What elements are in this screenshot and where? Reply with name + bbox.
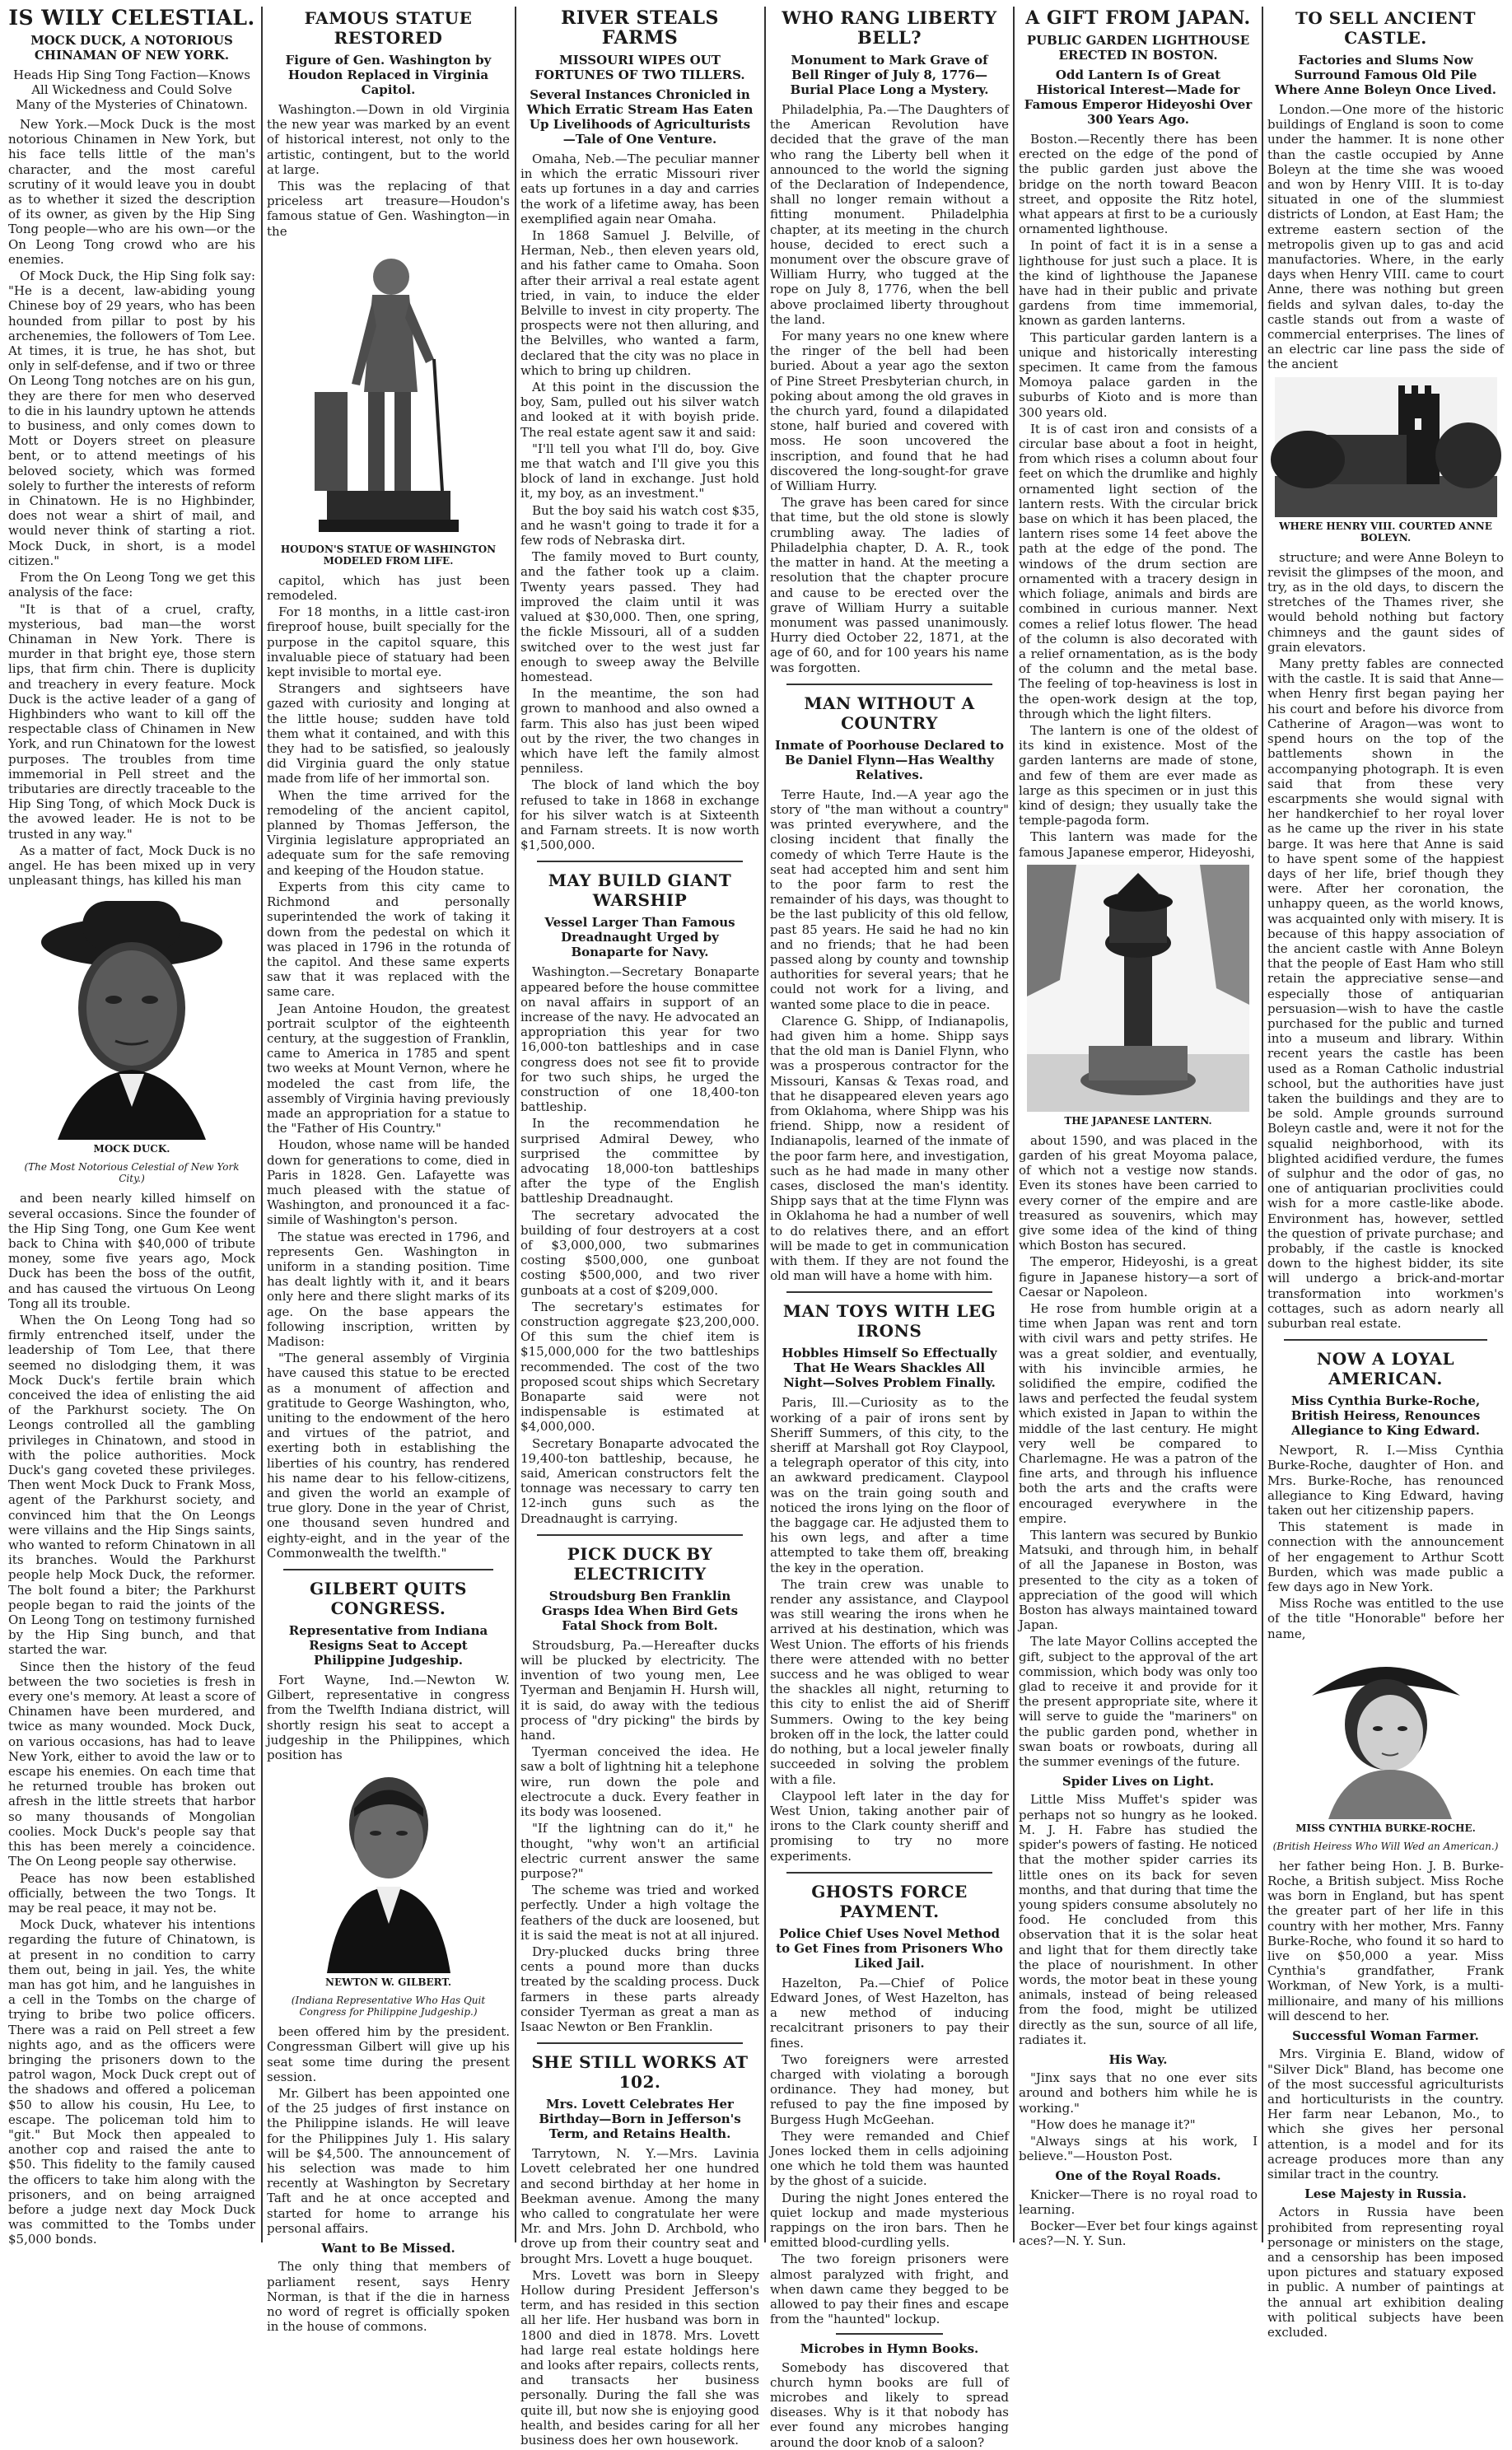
paragraph: "Jinx says that no one ever sits around and bothers him while he is working."	[1019, 2070, 1258, 2116]
paragraph: Clarence G. Shipp, of Indianapolis, had given him a home. Shipp says that the old man is Daniel Flynn, who was a prosperous contractor for the Missouri, Kansas & Texas road, and that he disappeared eleven years ago from Oklahoma, where Shipp was his friend. Shipp, now a resident of Indianapolis, learned of the inmate of the poor farm here, and investigation, such as he had made in many other cases, disclosed the man's identity. Shipp says that at the time Flynn was in Oklahoma he had a number of well to do relatives there, and an effort will be made to get in communication with them. If they are not found the old man will have a home with him.	[770, 1013, 1009, 1284]
paragraph: Little Miss Muffet's spider was perhaps not so hungry as he looked. M. J. H. Fabre has studied the spider's powers of fasting. He noticed that the mother spider carries its little ones on its back for seven months, and that during that time the young spiders consume absolutely no food. He concluded from this observation that it is the solar heat and light that for them directly take the place of nourishment. In other words, the motor beat in these young animals, instead of being released from the food, might be utilized directly as the sun, source of all life, radiates it.	[1019, 1792, 1258, 2047]
paragraph: It is of cast iron and consists of a circular base about a foot in height, from which rises a column about four feet on which the drumlike and highly ornamented light section of the lantern rests. With the circular brick base on which it has been placed, the lantern rises some 14 feet above the path at the edge of the pond. The windows of the drum section are ornamented with a tracery design in which foliage, animals and birds are combined in curious manner. Next comes a relief lotus flower. The head of the column is also decorated with a relief ornamentation, as is the body of the column and the metal base. The feeling of top-heaviness is lost in the open-work design at the top, through which the light filters.	[1019, 421, 1258, 721]
paragraph: Paris, Ill.—Curiosity as to the working of a pair of irons sent by Sheriff Summers, of this city, to the sheriff at Marshall got Roy Claypool, a telegraph operator of this city, into an awkward predicament. Claypool was on the train going south and noticed the irons lying on the floor of the baggage car. He adjusted them to his own legs, and after a time attempted to take them off, breaking the key in the operation.	[770, 1395, 1009, 1575]
paragraph: Boston.—Recently there has been erected on the edge of the pond of the public garden just above the bridge on the north toward Beacon street, and opposite the Ritz hotel, what appears at first to be a curiously ornamented lighthouse.	[1019, 132, 1258, 237]
paragraph: Terre Haute, Ind.—A year ago the story of "the man without a country" was printed everywhere, and the closing incident that finally the comedy of which Terre Haute is the seat had accepted him and sent him to the poor farm to rest the remainder of his days, was thought to be the last publicity of this old fellow, past 85 years. He said he had no kin and no friends; that he had been passed along by county and township authorities for several years; that he could not work for a living, and wanted some place to die in peace.	[770, 786, 1009, 1012]
paragraph: Dry-plucked ducks bring three cents a pound more than ducks treated by the scalding process. Duck farmers in these parts already consider Tyerman as great a man as Isaac Newton or Ben Franklin.	[520, 1944, 759, 2034]
deck: Mrs. Lovett Celebrates Her Birthday—Born in Jefferson's Term, and Retains Health.	[539, 2097, 741, 2142]
paragraph: When the time arrived for the remodeling of the ancient capitol, planned by Thomas Jefferson, the Virginia legislature appropriated an adequate sum for the safe removing and keeping of the Houdon statue.	[267, 787, 510, 878]
paragraph: "If the lightning can do it," he thought, "why won't an artificial electric current answer the same purpose?"	[520, 1821, 759, 1881]
paragraph: This statement is made in connection with the announcement of her engagement to Arthur Scott Burden, which was made public a few days ago in New York.	[1267, 1519, 1504, 1595]
paragraph: The scheme was tried and worked perfectly. Under a high voltage the feathers of the duck are loosened, but it is said the meat is not at all injured.	[520, 1883, 759, 1943]
headline: FAMOUS STATUE RESTORED	[304, 8, 473, 48]
paragraph: Somebody has discovered that church hymn books are full of microbes and likely to spread diseases. Why is it that nobody has ever found any microbes hanging around the door knob of a saloon?	[770, 2359, 1009, 2450]
paragraph: In the meantime, the son had grown to manhood and also owned a farm. This also has just been wiped out by the river, the two changes in which have left the family almost penniless.	[520, 686, 759, 777]
deck: Heads Hip Sing Tong Faction—Knows All Wickedness and Could Solve Many of the Mysteries of Chinatown.	[13, 68, 250, 112]
paragraph: From the On Leong Tong we get this analysis of the face:	[8, 570, 255, 600]
section-subhead: His Way.	[1108, 2051, 1168, 2067]
section-divider	[283, 1569, 493, 1570]
subhead: PUBLIC GARDEN LIGHTHOUSE ERECTED IN BOSTON.	[1026, 33, 1250, 63]
deck: Vessel Larger Than Famous Dreadnaught Urged by Bonaparte for Navy.	[544, 915, 735, 960]
headline: GHOSTS FORCE PAYMENT.	[811, 1881, 968, 1921]
paragraph: Actors in Russia have been prohibited from representing royal personage or ministers on the stage, and a censorship has been imposed upon pictures and statuary exposed in public. A number of paintings at the annual art exhibition dealing with political subjects have been excluded.	[1267, 2205, 1504, 2340]
portrait-image	[33, 893, 231, 1140]
paragraph: Hazelton, Pa.—Chief of Police Edward Jones, of West Hazelton, has a new method of inducing recalcitrant prisoners to pay their fines.	[770, 1975, 1009, 2051]
paragraph: Newport, R. I.—Miss Cynthia Burke-Roche, daughter of Hon. and Mrs. Burke-Roche, has renounced allegiance to King Edward, having taken out her citizenship papers.	[1267, 1443, 1504, 1519]
deck: Representative from Indiana Resigns Seat to Accept Philippine Judgeship.	[288, 1623, 488, 1668]
paragraph: The secretary's estimates for construction aggregate $23,200,000. Of this sum the chief item is $15,000,000 for the two battleships recommended. The cost of the two proposed scout ships which Secretary Bonaparte said were not indispensable is estimated at $4,000,000.	[520, 1299, 759, 1435]
paragraph: New York.—Mock Duck is the most notorious Chinamen in New York, but his face tells little of the man's character, and the most careful scrutiny of it would leave you in doubt as to whether it sized the description of its owner, as given by the Hip Sing Tong people—who are his own—or the On Leong Tong crowd who are his enemies.	[8, 117, 255, 267]
column-1	[8, 6, 255, 2247]
paragraph: and been nearly killed himself on several occasions. Since the founder of the Hip Sing Tong, one Gum Kee went back to China with $40,000 of tribute money, some five years ago, Mock Duck has been the boss of the outfit, and has caused the virtuous On Leong Tong all its trouble.	[8, 1191, 255, 1311]
paragraph: structure; and were Anne Boleyn to revisit the glimpses of the moon, and try, as in the old days, to discern the stretches of the Thames river, she would behold nothing but factory chimneys and the gaunt sides of grain elevators.	[1267, 549, 1504, 655]
headline: SHE STILL WORKS AT 102.	[531, 2052, 749, 2093]
section-subhead: Want to Be Missed.	[321, 2241, 455, 2256]
paragraph: Since then the history of the feud between the two societies is fresh in every one's memory. At least a score of Chinamen have been murdered, and twice as many wounded. Mock Duck, on various occasions, has had to leave New York, either to avoid the law or to escape his enemies. On each time that he returned trouble has broken out afresh in the little streets that harbor so many thousands of Mongolian coolies. Mock Duck's people say that this has been merely a coincidence. The On Leong people say otherwise.	[8, 1659, 255, 1869]
paragraph: The statue was erected in 1796, and represents Gen. Washington in uniform in a standing position. Time has dealt lightly with it, and it bears only here and there slight marks of its age. On the base appears the following inscription, written by Madison:	[267, 1229, 510, 1349]
paragraph: The two foreign prisoners were almost paralyzed with fright, and when dawn came they begged to be allowed to pay their fines and escape from the "haunted" lockup.	[770, 2252, 1009, 2327]
paragraph: Philadelphia, Pa.—The Daughters of the American Revolution have decided that the grave of the man who rang the Liberty bell when it announced to the world the signing of the Declaration of Independence, shall no longer remain without a fitting monument. Philadelphia chapter, at its meeting in the church house, decided to erect such a monument over the obscure grave of William Hurry, who tugged at the rope on July 8, 1776, when the bell above proclaimed liberty throughout the land.	[770, 102, 1009, 327]
image-subcaption: (Indiana Representative Who Has Quit Congress for Philippine Judgeship.)	[291, 1995, 486, 2018]
paragraph: The block of land which the boy refused to take in 1868 in exchange for his silver watch is at Sixteenth and Farnam streets. It is now worth $1,500,000.	[520, 777, 759, 853]
paragraph: When the On Leong Tong had so firmly entrenched itself, under the leadership of Tom Lee, that there seemed no dislodging them, it was Mock Duck's fertile brain which conceived the idea of enlisting the aid of the Parkhurst society. The On Leongs controlled all the gambling privileges in Chinatown, and stood in with the police authorities. Mock Duck's gang coveted these privileges. Then went Mock Duck to Frank Moss, agent of the Parkhurst society, and convinced him that the On Leongs were villains and the Hip Sings saints, who wanted to reform Chinatown in all its branches. Would the Parkhurst people help Mock Duck, the reformer. The bolt found a biter; the Parkhurst people began to raid the joints of the On Leong Tong on testimony furnished by the Hip Sing bunch, and that started the war.	[8, 1312, 255, 1658]
paragraph: "It is that of a cruel, crafty, mysterious, bad man—the worst Chinaman in New York. There is murder in that bright eye, those stern lips, that firm chin. There is duplicity and treachery in every feature. Mock Duck is the active leader of a gang of Highbinders who want to kill off the respectable class of Chinamen in New York, and run Chinatown for the lowest purposes. The troubles from time immemorial in Pell street and the tributaries are directly traceable to the Hip Sing Tong, of which Mock Duck is the avowed leader. He is not to be trusted in any way."	[8, 601, 255, 842]
paragraph: The train crew was unable to render any assistance, and Claypool was still wearing the irons when he arrived at his destination, which was West Union. The efforts of his friends there were attended with no better success and he was obliged to wear the shackles all night, returning to this city to enlist the aid of Sheriff Summers. Owing to the key being broken off in the lock, the latter could do nothing, but a local jeweler finally succeeded in solving the problem with a file.	[770, 1576, 1009, 1787]
paragraph: They were remanded and Chief Jones locked them in cells adjoining one which he told them was haunted by the ghost of a suicide.	[770, 2128, 1009, 2189]
paragraph: Tarrytown, N. Y.—Mrs. Lavinia Lovett celebrated her one hundred and second birthday at her home in Beekman avenue. Among the many who called to congratulate her were Mr. and Mrs. John D. Archbold, who drove up from their country seat and brought Mrs. Lovett a huge bouquet.	[520, 2146, 759, 2266]
paragraph: "Always sings at his work, I believe."—Houston Post.	[1019, 2133, 1258, 2164]
paragraph: capitol, which has just been remodeled.	[267, 572, 510, 604]
paragraph: Mrs. Lovett was born in Sleepy Hollow during President Jefferson's term, and has resided in this section all her life. Her husband was born in 1800 and died in 1878. Mrs. Lovett had large real estate holdings here and looks after repairs, collects rents, and transacts her business personally. During the fall she was quite ill, but now she is enjoying good health, and besides caring for all her business does her own housework.	[520, 2267, 759, 2448]
portrait-image	[306, 1767, 471, 1973]
headline: PICK DUCK BY ELECTRICITY	[567, 1543, 713, 1584]
lantern-image	[1027, 865, 1249, 1112]
image-caption: THE JAPANESE LANTERN.	[1064, 1114, 1212, 1127]
paragraph: Experts from this city came to Richmond and personally superintended the work of taking it down from the pedestal on which it was placed in 1796 in the rotunda of the capitol. And these same experts saw that it was replaced with the same care.	[267, 879, 510, 1000]
paragraph: For 18 months, in a little cast-iron fireproof house, built specially for the purpose in the capitol square, this invaluable piece of statuary had been kept invisible to mortal eye.	[267, 604, 510, 680]
headline: MAY BUILD GIANT WARSHIP	[548, 870, 732, 911]
paragraph: This lantern was made for the famous Japanese emperor, Hideyoshi,	[1019, 829, 1258, 860]
headline: WHO RANG LIBERTY BELL?	[782, 7, 997, 48]
paragraph: Peace has now been established officially, between the two Tongs. It may be real peace, it may not be.	[8, 1870, 255, 1916]
section-subhead: Microbes in Hymn Books.	[800, 2341, 979, 2357]
subhead: MISSOURI WIPES OUT FORTUNES OF TWO TILLERS.	[534, 53, 745, 82]
section-subhead: Successful Woman Farmer.	[1292, 2028, 1479, 2044]
paragraph: The secretary advocated the building of four destroyers at a cost of $3,000,000, two submarines costing $500,000, one gunboat costing $500,000, and two river gunboats at a cost of $209,000.	[520, 1207, 759, 1298]
section-subhead: Lese Majesty in Russia.	[1304, 2186, 1467, 2202]
paragraph: In the recommendation he surprised Admiral Dewey, who surprised the committee by advocating 18,000-ton battleships after the type of the English battleship Dreadnaught.	[520, 1116, 759, 1206]
paragraph: Washington.—Secretary Bonaparte appeared before the house committee on naval affairs in support of an increase of the navy. He advocated an appropriation this year for two 16,000-ton battleships and in case congress does not see fit to provide for two such ships, he urged the construction of one 18,400-ton battleship.	[520, 964, 759, 1115]
section-divider	[786, 1291, 992, 1293]
headline: RIVER STEALS FARMS	[561, 7, 719, 49]
deck: Stroudsburg Ben Franklin Grasps Idea When Bird Gets Fatal Shock from Bolt.	[541, 1588, 739, 1633]
section-divider	[537, 1534, 743, 1536]
column-rule	[1262, 7, 1263, 2242]
paragraph: about 1590, and was placed in the garden of his great Moyoma palace, of which not a vestige now stands. Even its stones have been carried to every corner of the empire and are treasured as souvenirs, which may give some idea of the kind of thing which Boston has secured.	[1019, 1132, 1258, 1253]
deck: Inmate of Poorhouse Declared to Be Daniel Flynn—Has Wealthy Relatives.	[775, 737, 1004, 782]
headline: NOW A LOYAL AMERICAN.	[1316, 1349, 1455, 1389]
paragraph: During the night Jones entered the quiet lockup and made mysterious rappings on the iron bars. Then he emitted blood-curdling yells.	[770, 2190, 1009, 2251]
paragraph: Of Mock Duck, the Hip Sing folk say: "He is a decent, law-abiding young Chinese boy of 29 years, who has been hounded from pillar to post by his archenemies, the followers of Tom Lee. At times, it is true, he has shot, but only in self-defense, and if two or three On Leong Tong notches are on his gun, they are there for men who deserved to die in his laundry uptown he attends to business, and only comes down to Mott or Doyers street on pleasure bent, or to attend meetings of his beloved society, which was formed solely to further the interests of reform in Chinatown. He is no Highbinder, does not wear a shirt of mail, and would never think of starting a riot. Mock Duck, in short, is a model citizen."	[8, 268, 255, 568]
paragraph: This lantern was secured by Bunkio Matsuki, and through him, in behalf of all the Japanese in Boston, was presented to the city as a token of appreciation of the good will which Boston has always maintained toward Japan.	[1019, 1528, 1258, 1633]
image-subcaption: (British Heiress Who Will Wed an American.)	[1272, 1840, 1499, 1852]
headline: A GIFT FROM JAPAN.	[1025, 7, 1251, 29]
deck: Factories and Slums Now Surround Famous Old Pile Where Anne Boleyn Once Lived.	[1274, 53, 1497, 97]
paragraph: Claypool left later in the day for West Union, taking another pair of irons to the Clark county sheriff and promising to try no more experiments.	[770, 1788, 1009, 1864]
column-5	[1019, 7, 1258, 2249]
paragraph: Jean Antoine Houdon, the greatest portrait sculptor of the eighteenth century, at the suggestion of Franklin, came to America in 1785 and spent two weeks at Mount Vernon, where he modeled the cast from life, the assembly of Virginia having previously made an appropriation for a statue to the "Father of His Country."	[267, 1001, 510, 1136]
paragraph: Washington.—Down in old Virginia the new year was marked by an event of historical interest, not only to the artistic, contingent, but to the world at large.	[267, 102, 510, 177]
paragraph: This particular garden lantern is a unique and historically interesting specimen. It came from the famous Momoya palace garden in the suburbs of Kioto and is more than 300 years old.	[1019, 329, 1258, 420]
column-4	[770, 7, 1009, 2450]
section-divider	[537, 861, 743, 862]
paragraph: Bocker—Ever bet four kings against aces?—N. Y. Sun.	[1019, 2218, 1258, 2249]
paragraph: The late Mayor Collins accepted the gift, subject to the approval of the art commission, which body was only too glad to receive it and provide for it the present appropriate site, where it will serve to guide the "mariners" on the public garden pond, whether in swan boats or rowboats, during all the summer evenings of the future.	[1019, 1634, 1258, 1770]
headline: GILBERT QUITS CONGRESS.	[310, 1579, 467, 1619]
column-3	[520, 7, 759, 2448]
paragraph: Stroudsburg, Pa.—Hereafter ducks will be plucked by electricity. The invention of two young men, Lee Tyerman and Benjamin H. Hursh will, it is said, do away with the tedious process of "dry picking" the birds by hand.	[520, 1637, 759, 1743]
paragraph: At this point in the discussion the boy, Sam, pulled out his silver watch and looked at it with boyish pride. The real estate agent saw it and said:	[520, 380, 759, 440]
deck: Police Chief Uses Novel Method to Get Fines from Prisoners Who Liked Jail.	[776, 1925, 1003, 1971]
section-divider	[537, 2042, 743, 2044]
column-rule	[764, 7, 766, 2242]
paragraph: Mrs. Virginia E. Bland, widow of "Silver Dick" Bland, has become one of the most successful agriculturists and horticulturists in the country. Her farm near Lebanon, Mo., to which she gives her personal attention, is a model and for its acreage produces more than any similar tract in the country.	[1267, 2046, 1504, 2182]
section-divider	[1284, 1339, 1487, 1341]
paragraph: The only thing that members of parliament resent, says Henry Norman, is that if the die in harness no word of regret is officially spoken in the house of commons.	[267, 2259, 510, 2335]
deck: Several Instances Chronicled in Which Erratic Stream Has Eaten Up Livelihoods of Agriculturists—Tale of One Venture.	[526, 87, 754, 147]
headline: IS WILY CELESTIAL.	[8, 6, 255, 30]
paragraph: The lantern is one of the oldest of its kind in existence. Most of the garden lanterns are made of stone, and few of them are ever made as large as this specimen or in just this kind of design; they usually take the temple-pagoda form.	[1019, 722, 1258, 828]
subhead: MOCK DUCK, A NOTORIOUS CHINAMAN OF NEW YORK.	[30, 33, 233, 63]
section-divider	[786, 684, 992, 685]
image-caption: MOCK DUCK.	[93, 1143, 170, 1155]
paragraph: For many years no one knew where the ringer of the bell had been buried. About a year ago the sexton of Pine Street Presbyterian church, in poking about among the old graves in the church yard, found a dilapidated stone, half buried and covered with moss. He soon uncovered the inscription, and found that he had discovered the long-sought-for grave of William Hurry.	[770, 329, 1009, 494]
paragraph: "I'll tell you what I'll do, boy. Give me that watch and I'll give you this block of land in exchange. Just hold it, my boy, as an investment."	[520, 441, 759, 502]
paragraph: Houdon, whose name will be handed down for generations to come, died in Paris in 1828. Gen. Lafayette was much pleased with the statue of Washington, and pronounced it a fac-simile of Washington's person.	[267, 1137, 510, 1228]
section-subhead: One of the Royal Roads.	[1055, 2168, 1221, 2184]
paragraph: Two foreigners were arrested charged with violating a borough ordinance. They had money, but refused to pay the fine imposed by Burgess Hugh McGeehan.	[770, 2051, 1009, 2127]
paragraph: He rose from humble origin at a time when Japan was rent and torn with civil wars and petty strifes. He was a great soldier, and eventually, with his invincible armies, he solidified the empire, codified the laws and perfected the feudal system which existed in Japan to within the middle of the last century. He might very well be compared to Charlemagne. He was a patron of the fine arts, and through his influence both the arts and the crafts were encouraged everywhere in the empire.	[1019, 1300, 1258, 1526]
deck: Hobbles Himself So Effectually That He Wears Shackles All Night—Solves Problem Finally.	[782, 1346, 997, 1391]
paragraph: As a matter of fact, Mock Duck is no angel. He has been mixed up in very unpleasant things, has killed his man	[8, 842, 255, 889]
image-caption: WHERE HENRY VIII. COURTED ANNE BOLEYN.	[1279, 520, 1492, 544]
paragraph: Miss Roche was entitled to the use of the title "Honorable" before her name,	[1267, 1596, 1504, 1641]
section-divider	[836, 2333, 943, 2335]
castle-image	[1275, 377, 1497, 517]
paragraph: This was the replacing of that priceless art treasure—Houdon's famous statue of Gen. Washington—in the	[267, 179, 510, 239]
deck: Monument to Mark Grave of Bell Ringer of July 8, 1776—Burial Place Long a Mystery.	[790, 53, 989, 97]
deck: Figure of Gen. Washington by Houdon Replaced in Virginia Capitol.	[285, 53, 492, 97]
image-subcaption: (The Most Notorious Celestial of New York City.)	[24, 1161, 240, 1185]
paragraph: Many pretty fables are connected with the castle. It is said that Anne—when Henry first began paying her his court and before his divorce from Catherine of Aragon—was wont to spend hours on the top of the battlements shown in the accompanying photograph. It is even said that from these very escarpments she would signal with her handkerchief to her royal lover as he came up the river in his state barge. It was here that Anne is said to have spent some of the happiest days of her life, brief though they were. After her coronation, the unhappy queen, as the world knows, was acquainted only with misery. It is because of this happy association of the ancient castle with Anne Boleyn that the people of East Ham who still retain the appreciative sense—and especially those of antiquarian persuasion—wish to have the castle purchased for the public and turned into a museum and library. Within recent years the castle has been used as a Roman Catholic industrial school, but the authorities have just taken the buildings and they are to be sold. Ample grounds surround Boleyn castle and, were it not for the squalid neighborhood, with its blighted acidified verdure, the fumes of sulphur and the odor of gas, no one of antiquarian proclivities could wish for a more castle-like abode. Environment has, however, settled the question of private purchase; and probably, if the castle is knocked down to the highest bidder, its site will undergo a brick-and-mortar transformation into workmen's cottages, such as adorn nearly all suburban real estate.	[1267, 656, 1504, 1332]
column-rule	[1013, 7, 1015, 2242]
paragraph: London.—One more of the historic buildings of England is soon to come under the hammer. It is none other than the castle occupied by Anne Boleyn at the time she was wooed and won by Henry VIII. It is to-day situated in one of the slummiest districts of London, at East Ham; the extreme eastern section of the metropolis given up to gas and acid manufactories. Where, in the early days when Henry VIII. came to court Anne, there was nothing but green fields and sylvan dales, to-day the castle stands out from a waste of commercial enterprises. The lines of an electric car line pass the side of the ancient	[1267, 102, 1504, 372]
headline: MAN WITHOUT A COUNTRY	[804, 693, 975, 733]
image-caption: MISS CYNTHIA BURKE-ROCHE.	[1295, 1822, 1476, 1834]
newspaper-page	[8, 6, 1504, 2450]
column-rule	[515, 7, 516, 2242]
deck: Miss Cynthia Burke-Roche, British Heiress, Renounces Allegiance to King Edward.	[1290, 1393, 1481, 1439]
paragraph: Secretary Bonaparte advocated the 19,400-ton battleship, because, he said, American constructors felt the tonnage was necessary to carry ten 12-inch guns such as the Dreadnaught is carrying.	[520, 1435, 759, 1526]
section-subhead: Spider Lives on Light.	[1062, 1774, 1215, 1790]
paragraph: been offered him by the president. Congressman Gilbert will give up his seat some time during the present session.	[267, 2024, 510, 2084]
section-divider	[786, 1872, 992, 1874]
paragraph: Omaha, Neb.—The peculiar manner in which the erratic Missouri river eats up fortunes in a day and carries the work of a lifetime away, has been exemplified again near Omaha.	[520, 152, 759, 226]
paragraph: But the boy said his watch cost $35, and he wasn't going to trade it for a few rods of Nebraska dirt.	[520, 502, 759, 548]
image-caption: NEWTON W. GILBERT.	[325, 1976, 451, 1989]
statue-image	[294, 244, 483, 540]
paragraph: Strangers and sightseers have gazed with curiosity and longing at the little house; sudden have told them what it contained, and with this they had to be satisfied, so jealously did Virginia guard the only statue made from life of her immortal son.	[267, 681, 510, 786]
paragraph: Mr. Gilbert has been appointed one of the 25 judges of first instance on the Philippine islands. He will leave for the Philippines July 1. His salary will be $4,500. The announcement of his selection was made to him recently at Washington by Secretary Taft and he at once accepted and started for home to arrange his personal affairs.	[267, 2086, 510, 2236]
headline: MAN TOYS WITH LEG IRONS	[782, 1301, 996, 1342]
image-caption: HOUDON'S STATUE OF WASHINGTON MODELED FROM LIFE.	[280, 543, 497, 567]
paragraph: Mock Duck, whatever his intentions regarding the future of Chinatown, is at present in no condition to carry them out, being in jail. Yes, the white man has got him, and he languishes in a cell in the Tombs on the charge of trying to bribe two police officers. There was a raid on Pell street a few nights ago, and as the officers were bringing the prisoners down to the patrol wagon, Mock Duck crept out of the shadows and offered a policeman $50 to allow his cousin, Hu Lee, to escape. The policeman told him to "git." But Mock then appealed to another cop and raised the ante to $50. This fidelity to the family caused the officers to take him along with the prisoners, and on being arraigned before a judge next day Mock Duck was committed to the Tombs under $5,000 bonds.	[8, 1917, 255, 2247]
column-2	[267, 7, 510, 2335]
paragraph: "How does he manage it?"	[1030, 2116, 1196, 2132]
paragraph: Fort Wayne, Ind.—Newton W. Gilbert, representative in congress from the Twelfth Indiana district, will shortly resign his seat to accept a judgeship in the Philippines, which position has	[267, 1673, 510, 1763]
paragraph: The family moved to Burt county, and the father took up a claim. Twenty years passed. They had improved the claim until it was valued at $30,000. Then, one spring, the fickle Missouri, all of a sudden switched over to the west just far enough to sweep away the Belville homestead.	[520, 549, 759, 684]
column-6	[1267, 7, 1504, 2340]
deck: Odd Lantern Is of Great Historical Interest—Made for Famous Emperor Hideyoshi Over 300 Years Ago.	[1024, 68, 1253, 127]
paragraph: Tyerman conceived the idea. He saw a bolt of lightning hit a telephone wire, run down the pole and electrocute a duck. Every feather in its body was loosened.	[520, 1744, 759, 1820]
headline: TO SELL ANCIENT CASTLE.	[1295, 8, 1477, 48]
paragraph: In point of fact it is in a sense a lighthouse for just such a place. It is the kind of lighthouse the Japanese have had in their public and private gardens from time immemorial, known as garden lanterns.	[1019, 238, 1258, 329]
paragraph: The emperor, Hideyoshi, is a great figure in Japanese history—a sort of Caesar or Napoleon.	[1019, 1254, 1258, 1300]
paragraph: Knicker—There is no royal road to learning.	[1019, 2186, 1258, 2217]
portrait-image	[1295, 1646, 1477, 1819]
column-rule	[261, 7, 263, 2242]
paragraph: The grave has been cared for since that time, but the old stone is slowly crumbling away. The ladies of Philadelphia chapter, D. A. R., took the matter in hand. At the meeting a resolution that the chapter procure and cause to be erected over the grave of William Hurry a suitable monument was passed unanimously. Hurry died October 22, 1871, at the age of 60, and for 100 years his name was forgotten.	[770, 495, 1009, 675]
paragraph: In 1868 Samuel J. Belville, of Herman, Neb., then eleven years old, and his father came to Omaha. Soon after their arrival a real estate agent tried, in vain, to induce the elder Belville to invest in city property. The prospects were not then alluring, and the Belvilles, who wanted a farm, declared that the city was no place in which to bring up children.	[520, 228, 759, 378]
paragraph: her father being Hon. J. B. Burke-Roche, a British subject. Miss Roche was born in England, but has spent the greater part of her life in this country with her mother, Mrs. Fanny Burke-Roche, who found it so hard to live on $50,000 a year. Miss Cynthia's grandfather, Frank Workman, of New York, is a multi-millionaire, and many of his millions will descend to her.	[1267, 1858, 1504, 2023]
paragraph: "The general assembly of Virginia have caused this statue to be erected as a monument of affection and gratitude to George Washington, who, uniting to the endowment of the hero and virtues of the patriot, and exerting both in establishing the liberties of his country, has rendered his name dear to his fellow-citizens, and given the world an example of true glory. Done in the year of Christ, one thousand seven hundred and eighty-eight, and in the year of the Commonwealth the twelfth."	[267, 1351, 510, 1561]
